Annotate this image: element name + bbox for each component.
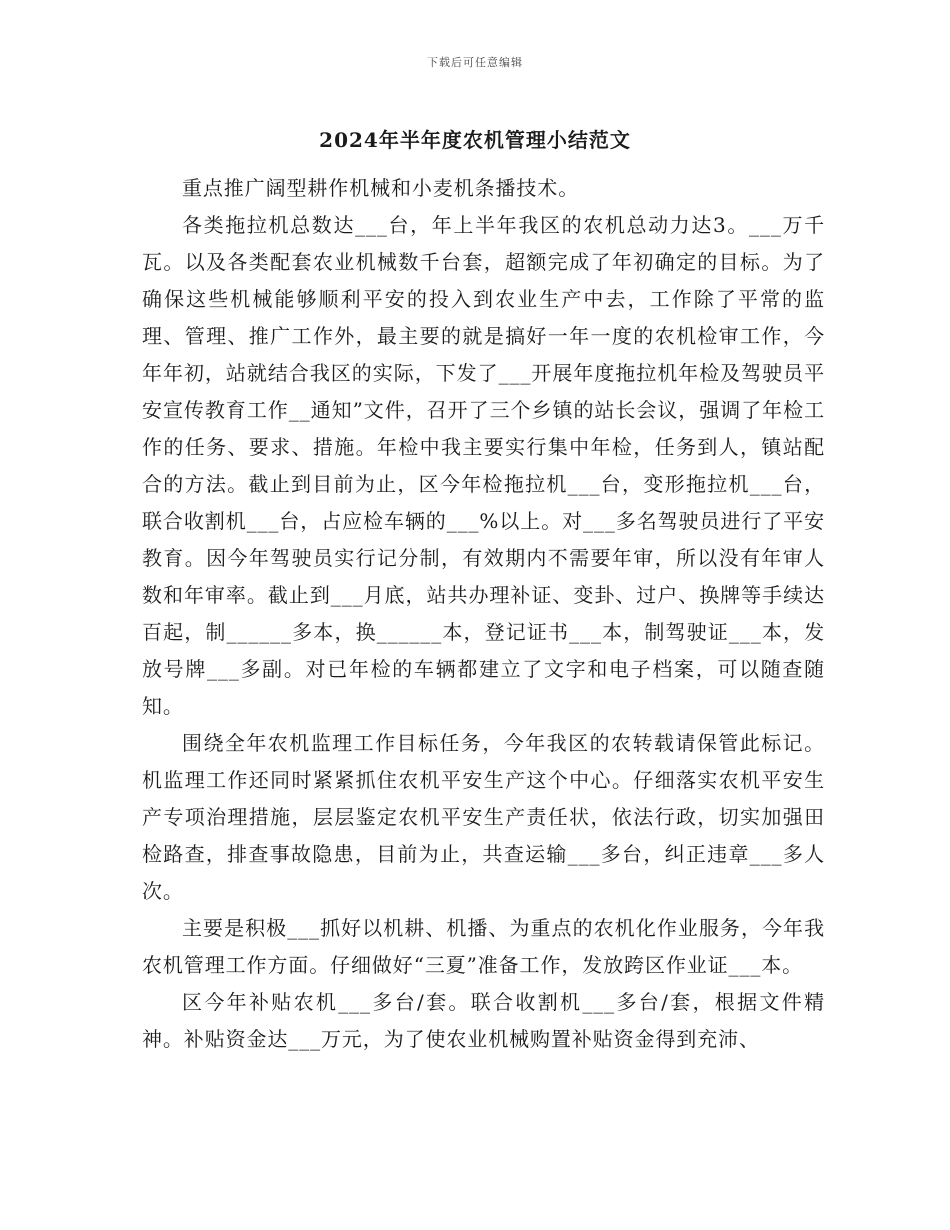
paragraph: 围绕全年农机监理工作目标任务，今年我区的农转载请保管此标记。机监理工作还同时紧紧抓住农机平安生产这个中心。仔细落实农机平安生产专项治理措施，层层鉴定农机平安生产责任状，依法行政，切实加强田检路查，排查事故隐患，目前为止，共查运输___多台，纠正违章___多人次。 [142, 731, 825, 903]
paragraph: 主要是积极___抓好以机耕、机播、为重点的农机化作业服务，今年我农机管理工作方面。仔细做好“三夏”准备工作，发放跨区作业证___本。 [142, 916, 825, 977]
document-body [142, 170, 825, 1058]
page-header-note: 下载后可任意编辑 [427, 56, 523, 69]
paragraph: 重点推广阔型耕作机械和小麦机条播技术。 [182, 176, 580, 200]
paragraph: 区今年补贴农机___多台/套。联合收割机___多台/套，根据文件精神。补贴资金达___万元，为了使农业机械购置补贴资金得到充沛、 [142, 990, 825, 1051]
paragraph: 各类拖拉机总数达___台，年上半年我区的农机总动力达3。___万千瓦。以及各类配套农业机械数千台套，超额完成了年初确定的目标。为了确保这些机械能够顺利平安的投入到农业生产中去，工作除了平常的监理、管理、推广工作外，最主要的就是搞好一年一度的农机检审工作，今年年初，站就结合我区的实际，下发了___开展年度拖拉机年检及驾驶员平安宣传教育工作__通知”文件，召开了三个乡镇的站长会议，强调了年检工作的任务、要求、措施。年检中我主要实行集中年检，任务到人，镇站配合的方法。截止到目前为止，区今年检拖拉机___台，变形拖拉机___台，联合收割机___台，占应检车辆的___%以上。对___多名驾驶员进行了平安教育。因今年驾驶员实行记分制，有效期内不需要年审，所以没有年审人数和年审率。截止到___月底，站共办理补证、变卦、过户、换牌等手续达百起，制______多本，换______本，登记证书___本，制驾驶证___本，发放号牌___多副。对已年检的车辆都建立了文字和电子档案，可以随查随知。 [142, 213, 825, 718]
document-title: 2024年半年度农机管理小结范文 [319, 128, 631, 152]
